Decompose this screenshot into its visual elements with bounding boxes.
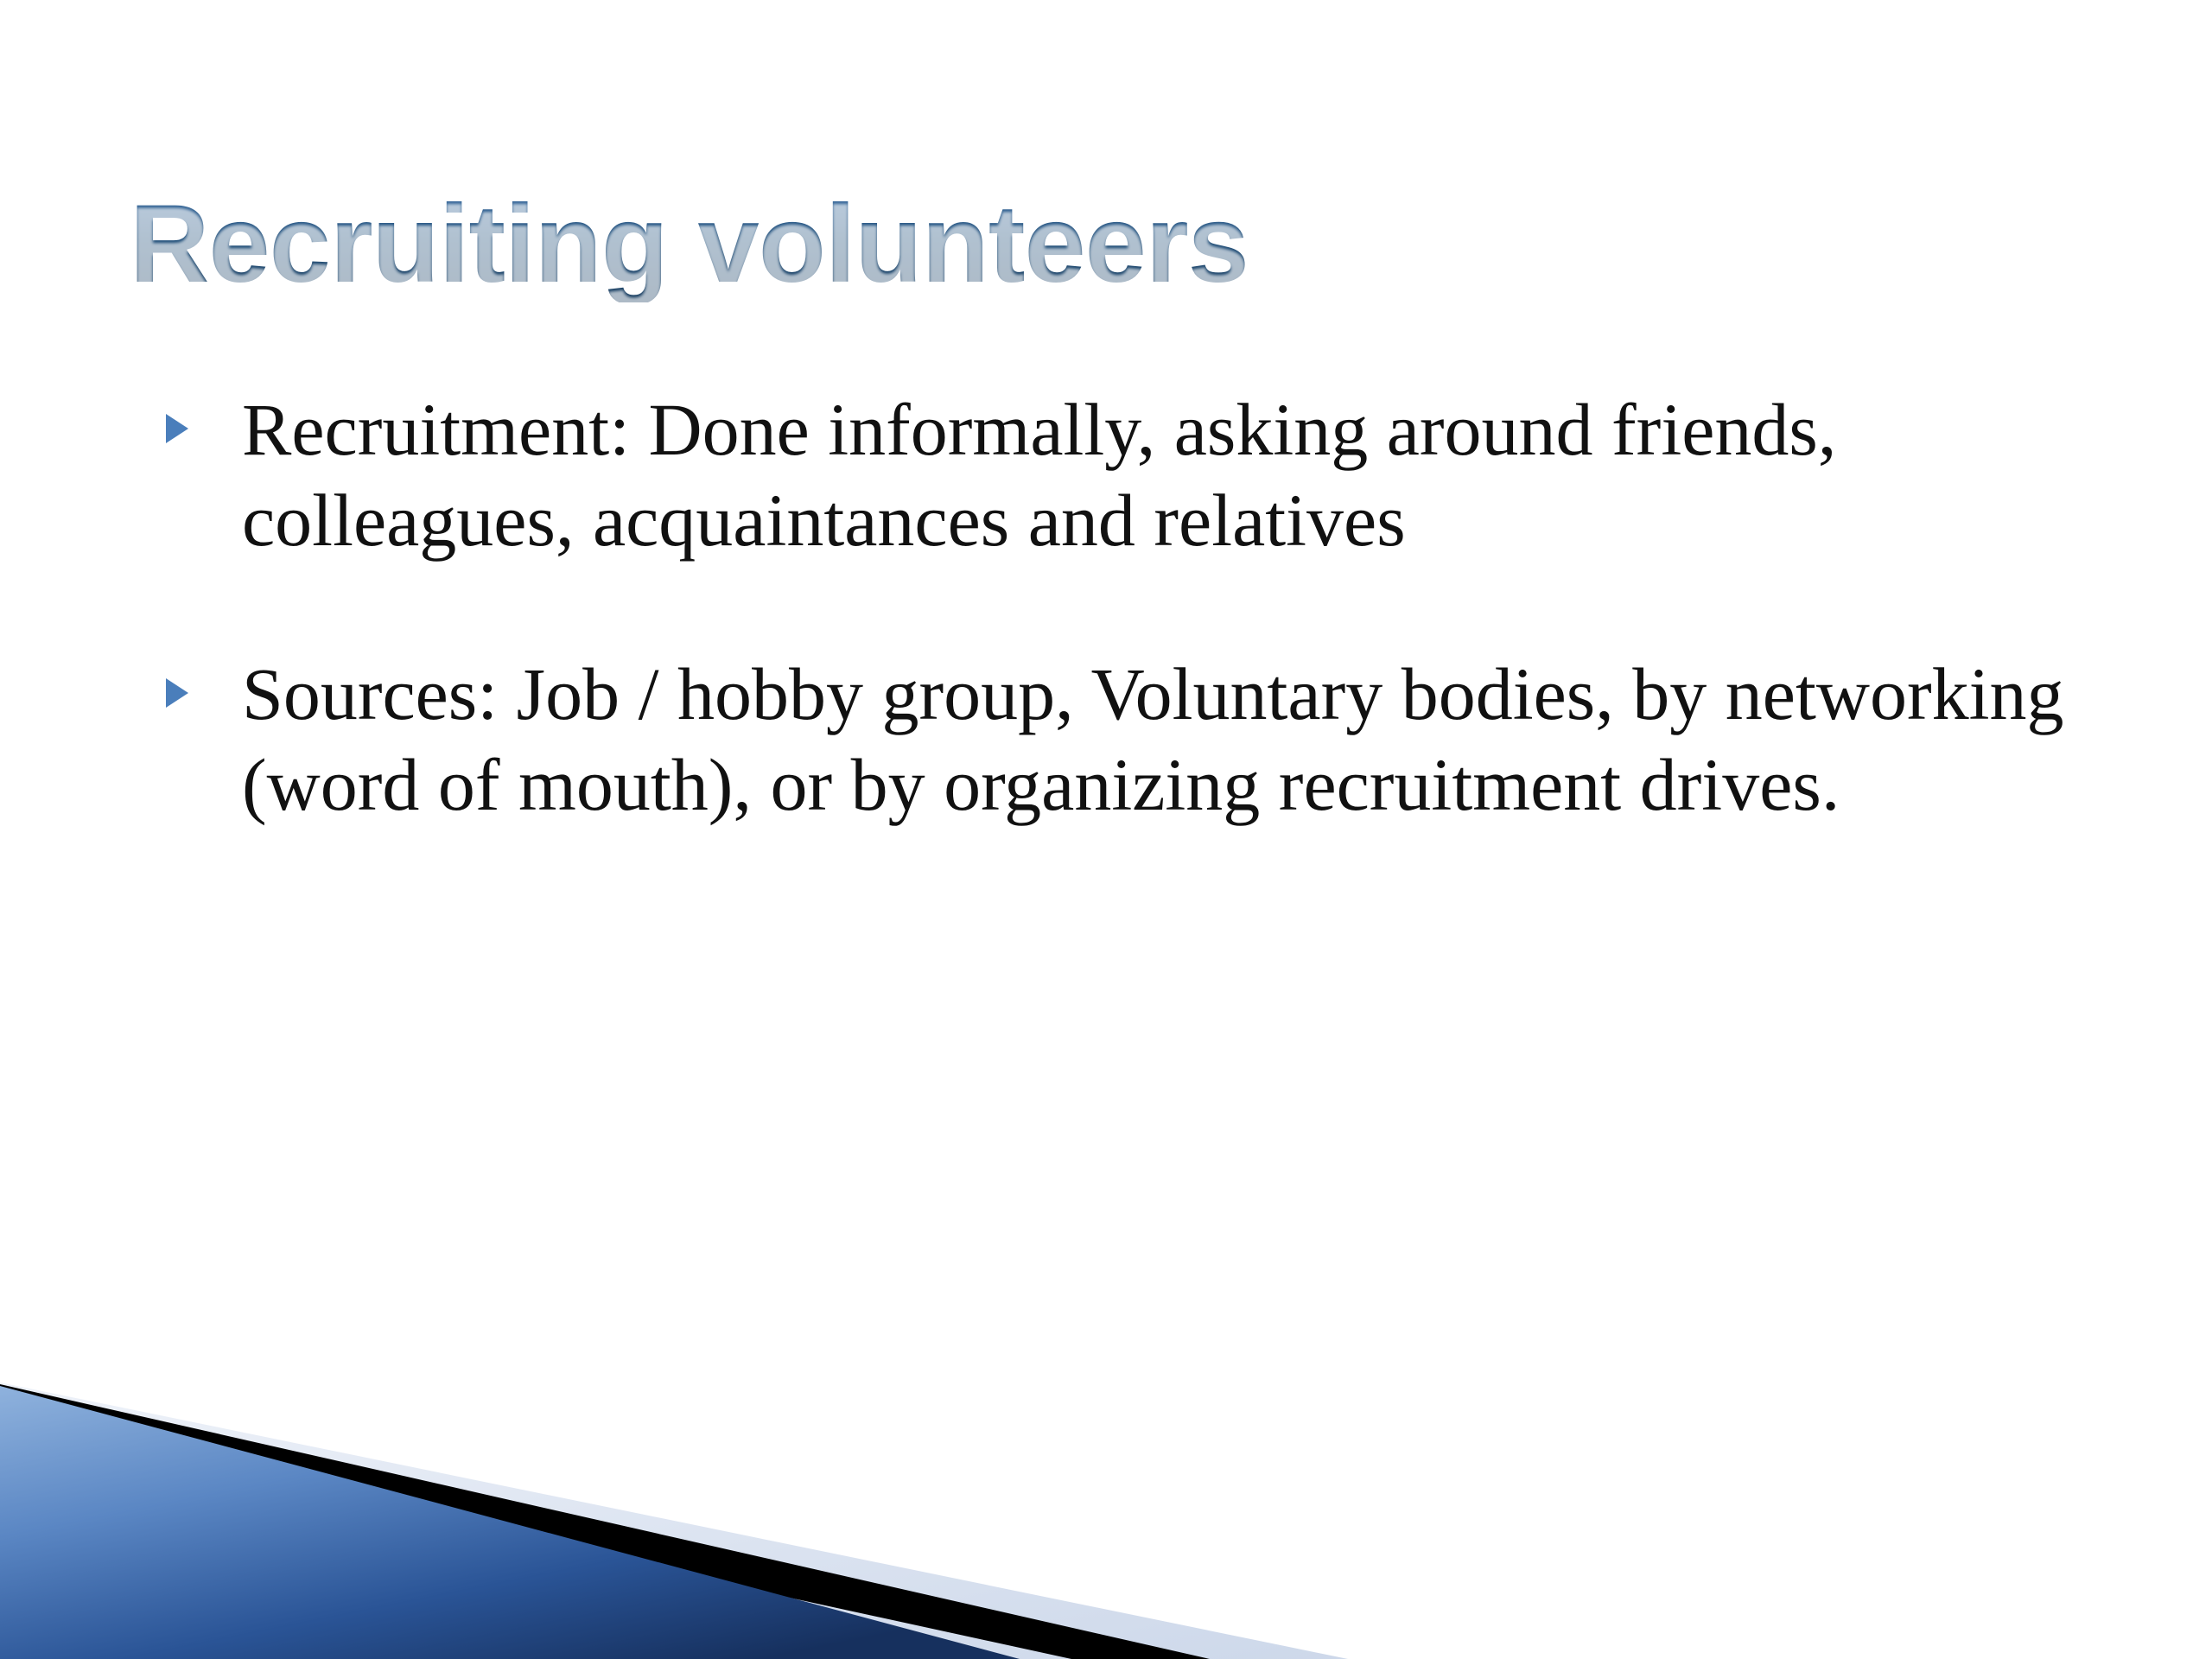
list-item xyxy=(147,385,2074,566)
corner-ribbon-decoration xyxy=(0,1374,1348,1659)
bullet-list xyxy=(147,385,2074,830)
triangle-bullet-icon xyxy=(166,414,188,443)
list-item-text: Recruitment: Done informally, asking around friends, colleagues, acquaintances and relatives xyxy=(242,388,1837,562)
list-item xyxy=(147,649,2074,830)
list-item-text: Sources: Job / hobby group, Voluntary bodies, by networking (word of mouth), or by organizing recruitment drives. xyxy=(242,652,2064,826)
page-title: Recruiting volunteers xyxy=(130,187,2031,302)
triangle-bullet-icon xyxy=(166,678,188,708)
